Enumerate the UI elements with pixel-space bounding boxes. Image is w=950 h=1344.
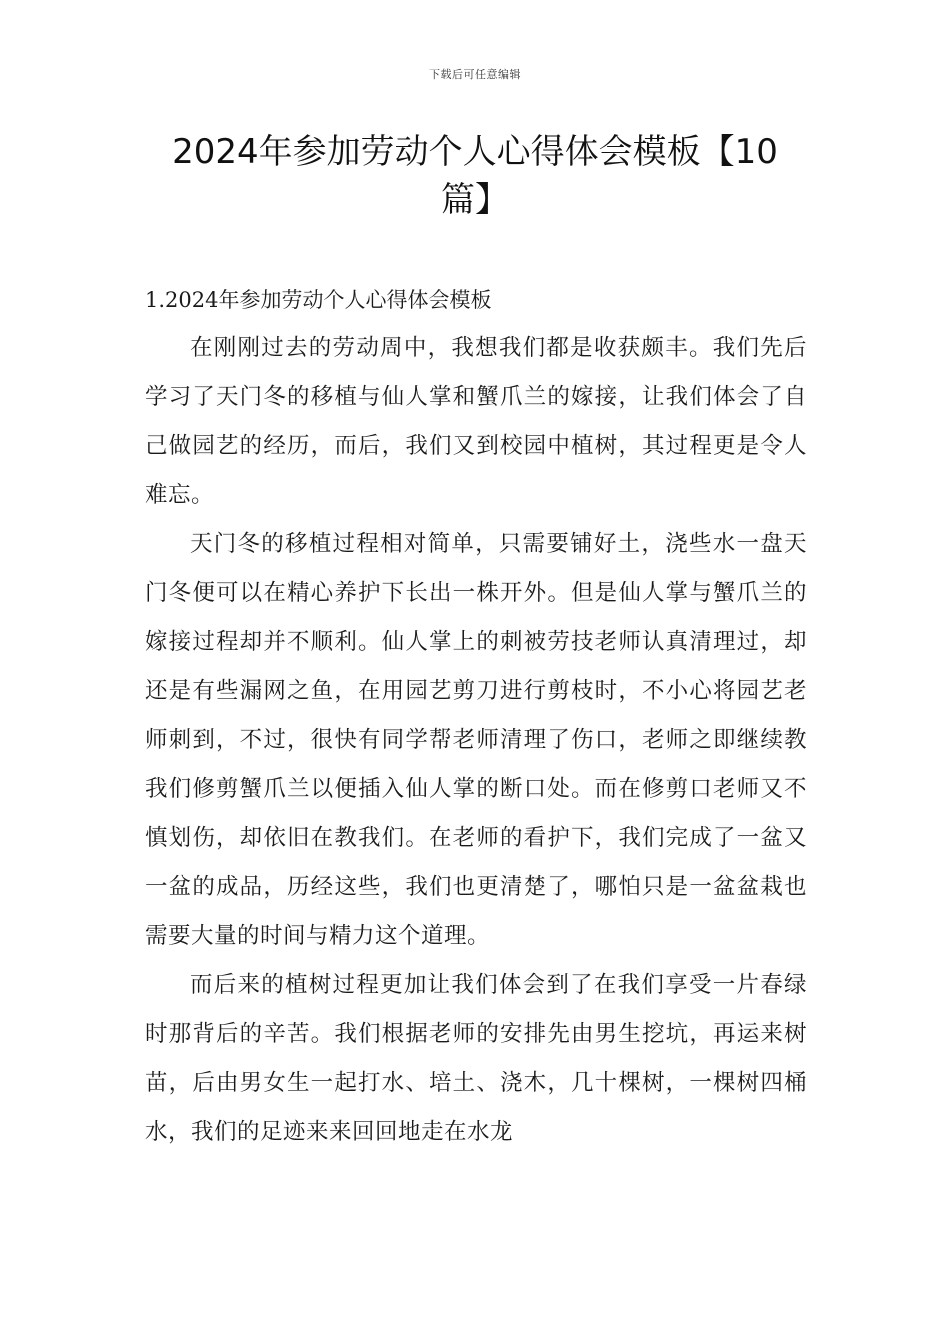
paragraph-1: 在刚刚过去的劳动周中，我想我们都是收获颇丰。我们先后学习了天门冬的移植与仙人掌和蟹爪兰的嫁接，让我们体会了自己做园艺的经历，而后，我们又到校园中植树，其过程更是令人难忘。 bbox=[145, 335, 807, 508]
section-heading: 1.2024年参加劳动个人心得体会模板 bbox=[145, 288, 492, 312]
paragraph-3: 而后来的植树过程更加让我们体会到了在我们享受一片春绿时那背后的辛苦。我们根据老师的安排先由男生挖坑，再运来树苗，后由男女生一起打水、培土、浇木，几十棵树，一棵树四桶水，我们的足迹来来回回地走在水龙 bbox=[145, 972, 807, 1145]
document-title: 2024年参加劳动个人心得体会模板【10篇】 bbox=[172, 132, 778, 220]
document-body bbox=[145, 276, 807, 1157]
header-note: 下载后可任意编辑 bbox=[429, 68, 521, 81]
paragraph-2: 天门冬的移植过程相对简单，只需要铺好土，浇些水一盘天门冬便可以在精心养护下长出一株开外。但是仙人掌与蟹爪兰的嫁接过程却并不顺利。仙人掌上的刺被劳技老师认真清理过，却还是有些漏网之鱼，在用园艺剪刀进行剪枝时，不小心将园艺老师刺到，不过，很快有同学帮老师清理了伤口，老师之即继续教我们修剪蟹爪兰以便插入仙人掌的断口处。而在修剪口老师又不慎划伤，却依旧在教我们。在老师的看护下，我们完成了一盆又一盆的成品，历经这些，我们也更清楚了，哪怕只是一盆盆栽也需要大量的时间与精力这个道理。 bbox=[145, 531, 807, 949]
